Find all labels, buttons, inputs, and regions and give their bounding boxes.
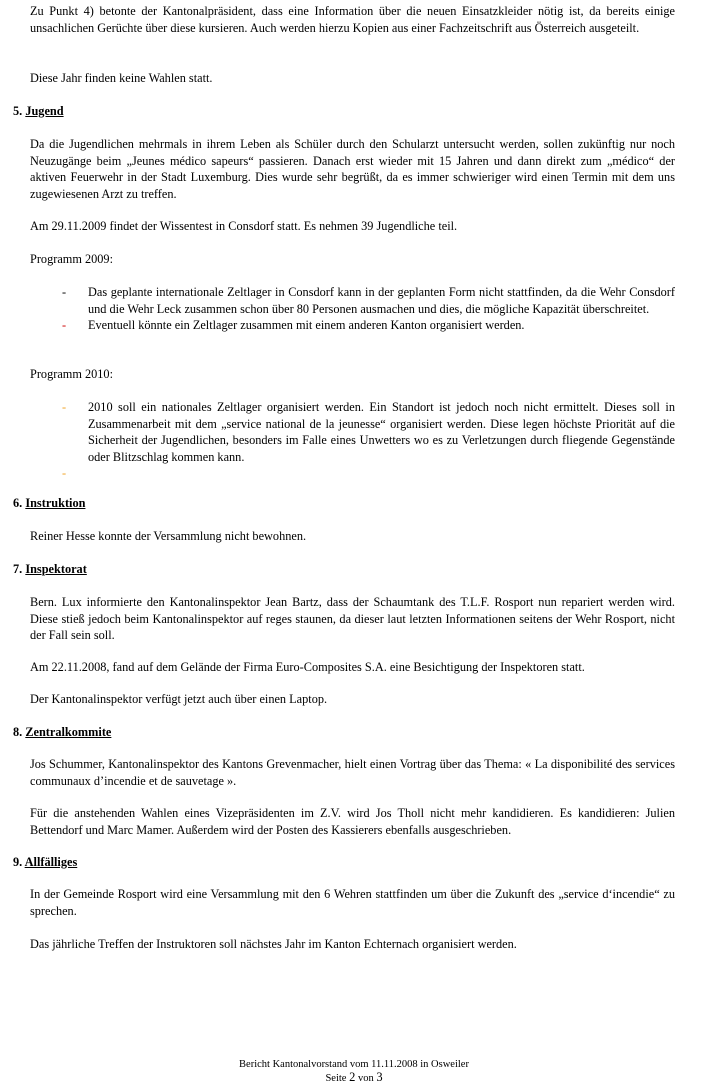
footer-page-number — [0, 1071, 708, 1085]
list-item-text: Das geplante internationale Zeltlager in Consdorf kann in der geplanten Form nicht stattfinden, da die Wehr Consdorf und die Wehr Leck zusammen schon über 80 Personen ausmachen und dies, die mögliche Kapazität überschreitet. — [88, 285, 675, 316]
bullet-dash: - — [62, 466, 67, 480]
program-2010-label: Programm 2010: — [30, 367, 113, 381]
intro-paragraph-1: Zu Punkt 4) betonte der Kantonalpräsident, dass eine Information über die neuen Einsatzkleider nötig ist, da bereits einige unsachlichen Gerüchte über diese kursieren. Auch werden hierzu Kopien aus einer Fachzeitschrift aus Österreich ausgeteilt. — [30, 4, 675, 35]
section-9-paragraph-1: In der Gemeinde Rosport wird eine Versammlung mit den 6 Wehren stattfinden um über die Zukunft des „service d‘incendie“ zu sprechen. — [30, 887, 675, 918]
program-2009-label: Programm 2009: — [30, 252, 113, 266]
bullet-dash: - — [62, 285, 67, 299]
list-item-text: 2010 soll ein nationales Zeltlager organisiert werden. Ein Standort ist jedoch noch nicht ermittelt. Dieses soll in Zusammenarbeit mit dem „service national de la jeunesse“ organisiert werden. Diese legen höchste Priorität auf die Sicherheit der Jugendlichen, besonders im Falle eines Unwetters wo es zu Verletzungen durch fliegende Gegenstände oder Blitzschlag kommen kann. — [88, 400, 675, 464]
bullet-dash: - — [62, 318, 67, 332]
section-7-heading — [13, 561, 87, 578]
section-5-number: 5. — [13, 104, 23, 118]
section-6-title: Instruktion — [25, 496, 86, 510]
section-9-heading — [13, 854, 77, 871]
section-7-paragraph-3: Der Kantonalinspektor verfügt jetzt auch über einen Laptop. — [30, 692, 328, 706]
section-5-title: Jugend — [25, 104, 64, 118]
section-6-heading — [13, 495, 85, 512]
bullet-dash: - — [62, 400, 67, 414]
page-footer — [0, 1058, 708, 1085]
program-2010-list — [62, 399, 675, 482]
list-item-text: Eventuell könnte ein Zeltlager zusammen mit einem anderen Kanton organisiert werden. — [88, 318, 525, 332]
list-item — [62, 399, 675, 465]
program-2009-list — [62, 284, 675, 334]
section-8-heading — [13, 724, 111, 741]
page-label: Seite — [325, 1073, 347, 1084]
footer-report-line: Bericht Kantonalvorstand vom 11.11.2008 in Osweiler — [239, 1059, 469, 1070]
section-6-number: 6. — [13, 496, 23, 510]
current-page: 2 — [349, 1070, 356, 1084]
section-5-heading — [13, 103, 64, 120]
section-7-paragraph-1: Bern. Lux informierte den Kantonalinspektor Jean Bartz, dass der Schaumtank des T.L.F. Rosport nun repariert werden wird. Diese stieß jedoch beim Kantonalinspektor auf reges staunen, da dieser laut letzten Informationen seitens der Wehr Rosport, nicht der Fall sein soll. — [30, 595, 675, 642]
section-8-title: Zentralkommite — [25, 725, 112, 739]
list-item — [62, 465, 675, 482]
section-6-paragraph-1: Reiner Hesse konnte der Versammlung nicht bewohnen. — [30, 529, 307, 543]
list-item — [62, 284, 675, 317]
section-9-title: Allfälliges — [24, 855, 78, 869]
total-pages: 3 — [376, 1070, 383, 1084]
section-8-paragraph-2: Für die anstehenden Wahlen eines Vizepräsidenten im Z.V. wird Jos Tholl nicht mehr kandidieren. Es kandidieren: Julien Bettendorf und Marc Mamer. Außerdem wird der Posten des Kassierers ebenfalls ausgeschrieben. — [30, 806, 675, 837]
section-7-number: 7. — [13, 562, 23, 576]
section-8-paragraph-1: Jos Schummer, Kantonalinspektor des Kantons Grevenmacher, hielt einen Vortrag über das Thema: « La disponibilité des services communaux d’incendie et de sauvetage ». — [30, 757, 675, 788]
section-8-number: 8. — [13, 725, 23, 739]
of-label: von — [357, 1073, 374, 1084]
section-9-paragraph-2: Das jährliche Treffen der Instruktoren soll nächstes Jahr im Kanton Echternach organisiert werden. — [30, 937, 517, 951]
section-9-number: 9. — [13, 855, 23, 869]
section-7-title: Inspektorat — [25, 562, 87, 576]
section-5-paragraph-1: Da die Jugendlichen mehrmals in ihrem Leben als Schüler durch den Schularzt untersucht werden, sollen zukünftig nur noch Neuzugänge beim „Jeunes médico sapeurs“ passieren. Danach erst wieder mit 15 Jahren und dann direkt zum „médico“ der aktiven Feuerwehr in der Stadt Luxemburg. Dies wurde sehr begrüßt, da es immer schwieriger wird einen Termin mit dem uns zugewiesenen Arzt zu treffen. — [30, 137, 675, 201]
intro-paragraph-2: Diese Jahr finden keine Wahlen statt. — [30, 71, 213, 85]
section-5-paragraph-2: Am 29.11.2009 findet der Wissentest in Consdorf statt. Es nehmen 39 Jugendliche teil. — [30, 219, 458, 233]
list-item — [62, 317, 675, 334]
section-7-paragraph-2: Am 22.11.2008, fand auf dem Gelände der Firma Euro-Composites S.A. eine Besichtigung der Inspektoren statt. — [30, 660, 585, 674]
